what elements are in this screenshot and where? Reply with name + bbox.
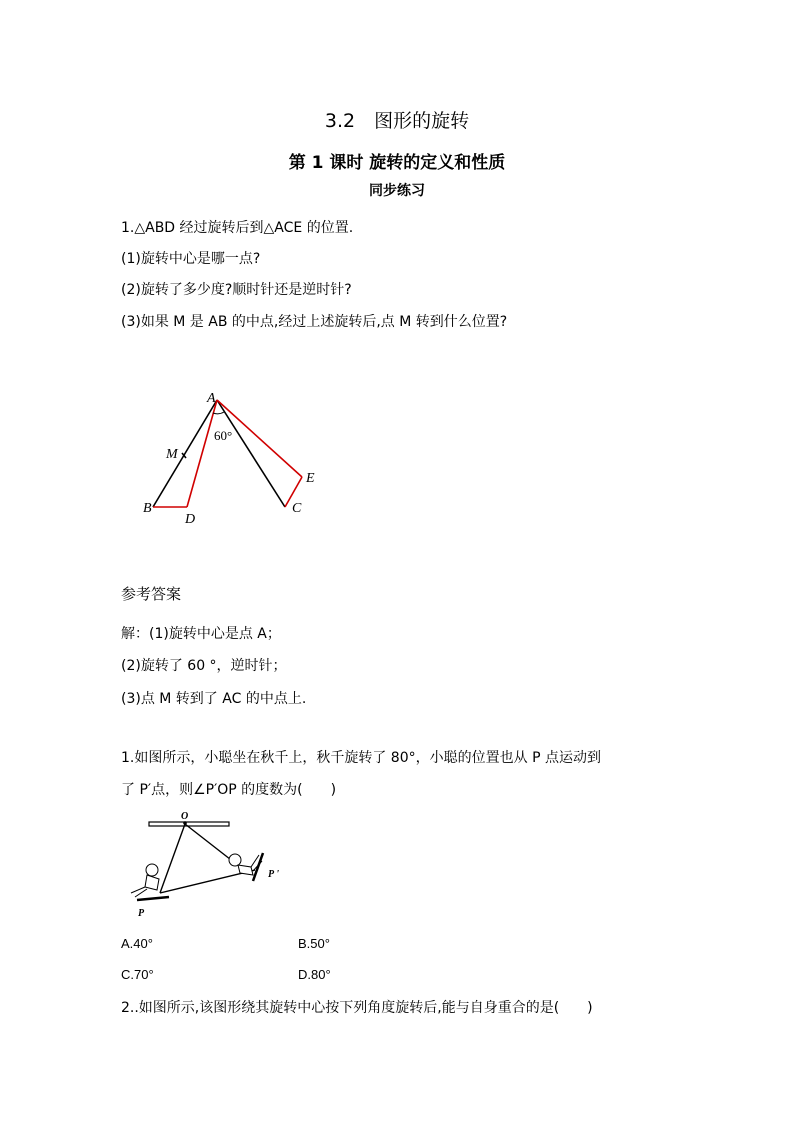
q3-stem: 2..如图所示,该图形绕其旋转中心按下列角度旋转后,能与自身重合的是( ) xyxy=(121,1000,593,1016)
answer-heading: 参考答案 xyxy=(121,585,182,603)
child-at-p-prime-icon xyxy=(229,853,263,881)
q2-stem-line-2: 了 P′点，则∠P′OP 的度数为( ) xyxy=(121,782,337,798)
segment-ac xyxy=(217,400,285,507)
label-p: P xyxy=(138,908,145,919)
q2-stem-line-1: 1.如图所示，小聪坐在秋千上，秋千旋转了 80°，小聪的位置也从 P 点运动到 xyxy=(121,750,601,766)
label-angle-60: 60° xyxy=(214,428,233,443)
segment-ad xyxy=(187,400,217,507)
swing-figure xyxy=(125,805,305,920)
choice-b: B.50° xyxy=(298,936,330,951)
q1-part-1: (1)旋转中心是哪一点? xyxy=(121,251,261,267)
rotation-triangle-figure xyxy=(130,380,330,530)
label-a: A xyxy=(207,391,216,406)
lesson-subtitle: 第 1 课时 旋转的定义和性质 xyxy=(288,153,506,173)
segment-ab xyxy=(153,400,217,507)
label-m: M xyxy=(166,447,178,462)
q1-part-2: (2)旋转了多少度?顺时针还是逆时针? xyxy=(121,282,352,298)
answer-line-2: (2)旋转了 60 °，逆时针； xyxy=(121,658,287,674)
label-d: D xyxy=(185,512,196,527)
label-p-prime: P ' xyxy=(268,869,280,880)
page-title: 3.2 图形的旋转 xyxy=(324,110,470,132)
angle-arc xyxy=(213,412,224,414)
label-b: B xyxy=(143,501,152,516)
choice-d: D.80° xyxy=(298,967,331,982)
rope-right xyxy=(185,824,235,863)
answer-line-1: 解：(1)旋转中心是点 A； xyxy=(121,626,281,642)
choice-c: C.70° xyxy=(121,967,154,982)
rope-left xyxy=(160,824,185,893)
choice-a: A.40° xyxy=(121,936,153,951)
section-heading: 同步练习 xyxy=(369,183,425,199)
swing-top-bar xyxy=(149,822,229,826)
label-c: C xyxy=(292,501,302,516)
q1-stem: 1.△ABD 经过旋转后到△ACE 的位置. xyxy=(121,220,354,236)
label-o: O xyxy=(181,811,189,822)
answer-line-3: (3)点 M 转到了 AC 的中点上. xyxy=(121,691,307,707)
q1-part-3: (3)如果 M 是 AB 的中点,经过上述旋转后,点 M 转到什么位置? xyxy=(121,314,508,330)
label-e: E xyxy=(306,471,315,486)
